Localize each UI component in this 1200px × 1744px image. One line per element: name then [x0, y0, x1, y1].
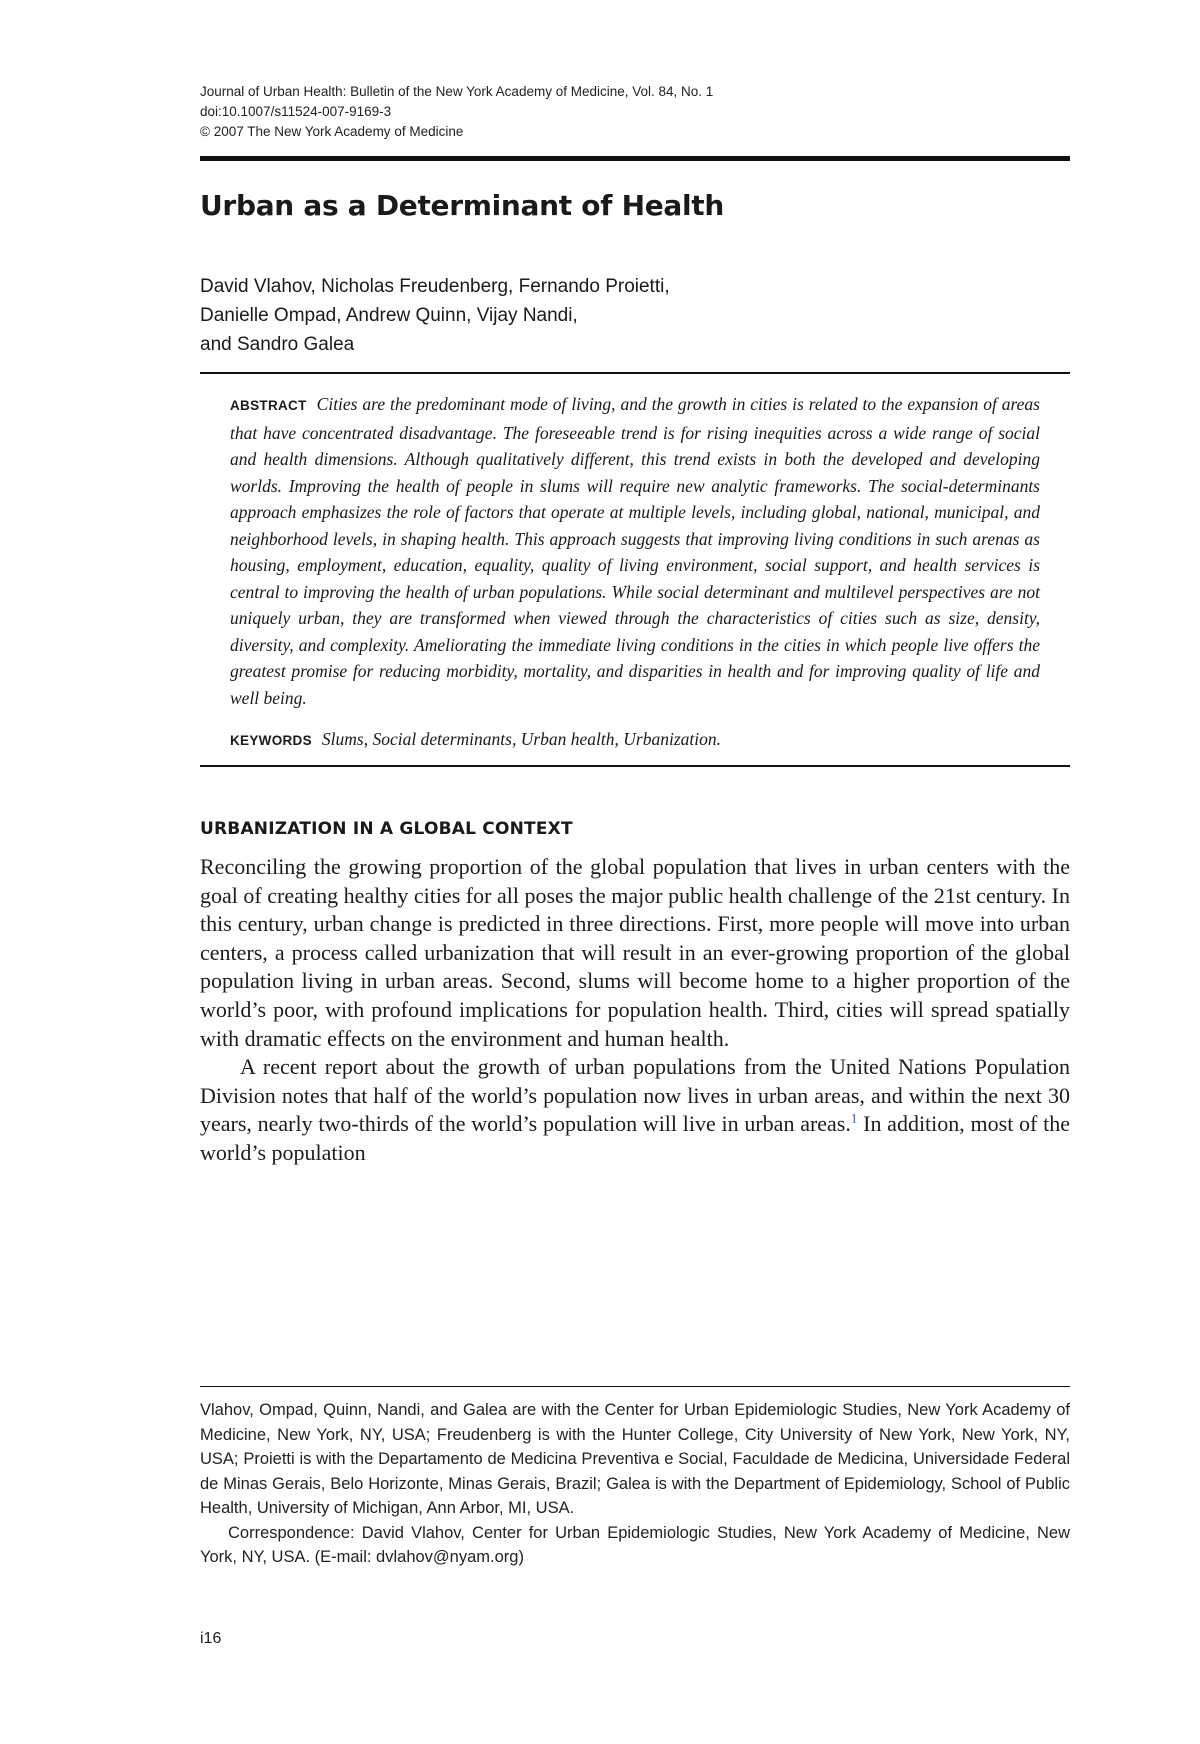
abstract-text: Cities are the predominant mode of living, and the growth in cities is related to the expansion of areas that have concentrated disadvantage. The foreseeable trend is for rising inequities across a wide range of social and health dimensions. Although qualitatively different, this trend exists in both the developed and developing worlds. Improving the health of people in slums will require new analytic frameworks. The social-determinants approach emphasizes the role of factors that operate at multiple levels, including global, national, municipal, and neighborhood levels, in shaping health. This approach suggests that improving living conditions in such arenas as housing, employment, education, equality, quality of living environment, social support, and health services is central to improving the health of urban populations. While social determinant and multilevel perspectives are not uniquely urban, they are transformed when viewed through the characteristics of cities such as size, density, diversity, and complexity. Ameliorating the immediate living conditions in the cities in which people live offers the greatest promise for reducing morbidity, mortality, and disparities in health and for improving quality of life and well being.	[230, 394, 1040, 708]
body-paragraph	[200, 1053, 1070, 1167]
author-list	[200, 272, 1070, 359]
journal-header	[200, 82, 1070, 142]
correspondence-footnote: Correspondence: David Vlahov, Center for Urban Epidemiologic Studies, New York Academy of Medicine, New York, NY, USA. (E-mail: dvlahov@nyam.org)	[200, 1523, 1070, 1566]
article-title: Urban as a Determinant of Health	[200, 189, 724, 222]
header-divider	[200, 156, 1070, 161]
footnote-divider	[200, 1386, 1070, 1387]
abstract-label: ABSTRACT	[230, 398, 307, 413]
author-line: David Vlahov, Nicholas Freudenberg, Fernando Proietti,	[200, 276, 670, 297]
body-paragraph: Reconciling the growing proportion of the global population that lives in urban centers with the goal of creating healthy cities for all poses the major public health challenge of the 21st century. In this century, urban change is predicted in three directions. First, more people will move into urban centers, a process called urbanization that will result in an ever-growing proportion of the global population living in urban areas. Second, slums will become home to a higher proportion of the world’s poor, with profound implications for population health. Third, cities will spread spatially with dramatic effects on the environment and human health.	[200, 854, 1070, 1051]
body-text	[200, 853, 1070, 1168]
doi: doi:10.1007/s11524-007-9169-3	[200, 104, 392, 119]
journal-citation: Journal of Urban Health: Bulletin of the New York Academy of Medicine, Vol. 84, No. 1	[200, 84, 714, 99]
keywords-label: KEYWORDS	[230, 733, 312, 748]
abstract	[230, 391, 1040, 711]
abstract-bottom-divider	[200, 765, 1070, 767]
paragraph-text: In addition, most of the world’s population	[200, 1111, 1070, 1165]
copyright: © 2007 The New York Academy of Medicine	[200, 124, 464, 139]
author-line: Danielle Ompad, Andrew Quinn, Vijay Nandi,	[200, 305, 578, 326]
keywords	[230, 729, 1040, 750]
abstract-top-divider	[200, 372, 1070, 374]
page-number: i16	[200, 1630, 222, 1647]
author-line: and Sandro Galea	[200, 334, 355, 355]
footnotes	[200, 1398, 1070, 1570]
keywords-text: Slums, Social determinants, Urban health, Urbanization.	[321, 729, 721, 749]
section-heading: URBANIZATION IN A GLOBAL CONTEXT	[200, 819, 573, 839]
paragraph-text: A recent report about the growth of urban populations from the United Nations Population Division notes that half of the world’s population now lives in urban areas, and within the next 30 years, nearly two-thirds of the world’s population will live in urban areas.	[200, 1054, 1070, 1137]
page-content	[200, 82, 1070, 1168]
affiliations-footnote: Vlahov, Ompad, Quinn, Nandi, and Galea are with the Center for Urban Epidemiologic Studies, New York Academy of Medicine, New York, NY, USA; Freudenberg is with the Hunter College, City University of New York, New York, NY, USA; Proietti is with the Departamento de Medicina Preventiva e Social, Faculdade de Medicina, Universidade Federal de Minas Gerais, Belo Horizonte, Minas Gerais, Brazil; Galea is with the Department of Epidemiology, School of Public Health, University of Michigan, Ann Arbor, MI, USA.	[200, 1401, 1070, 1517]
reference-link[interactable]: 1	[850, 1111, 858, 1127]
